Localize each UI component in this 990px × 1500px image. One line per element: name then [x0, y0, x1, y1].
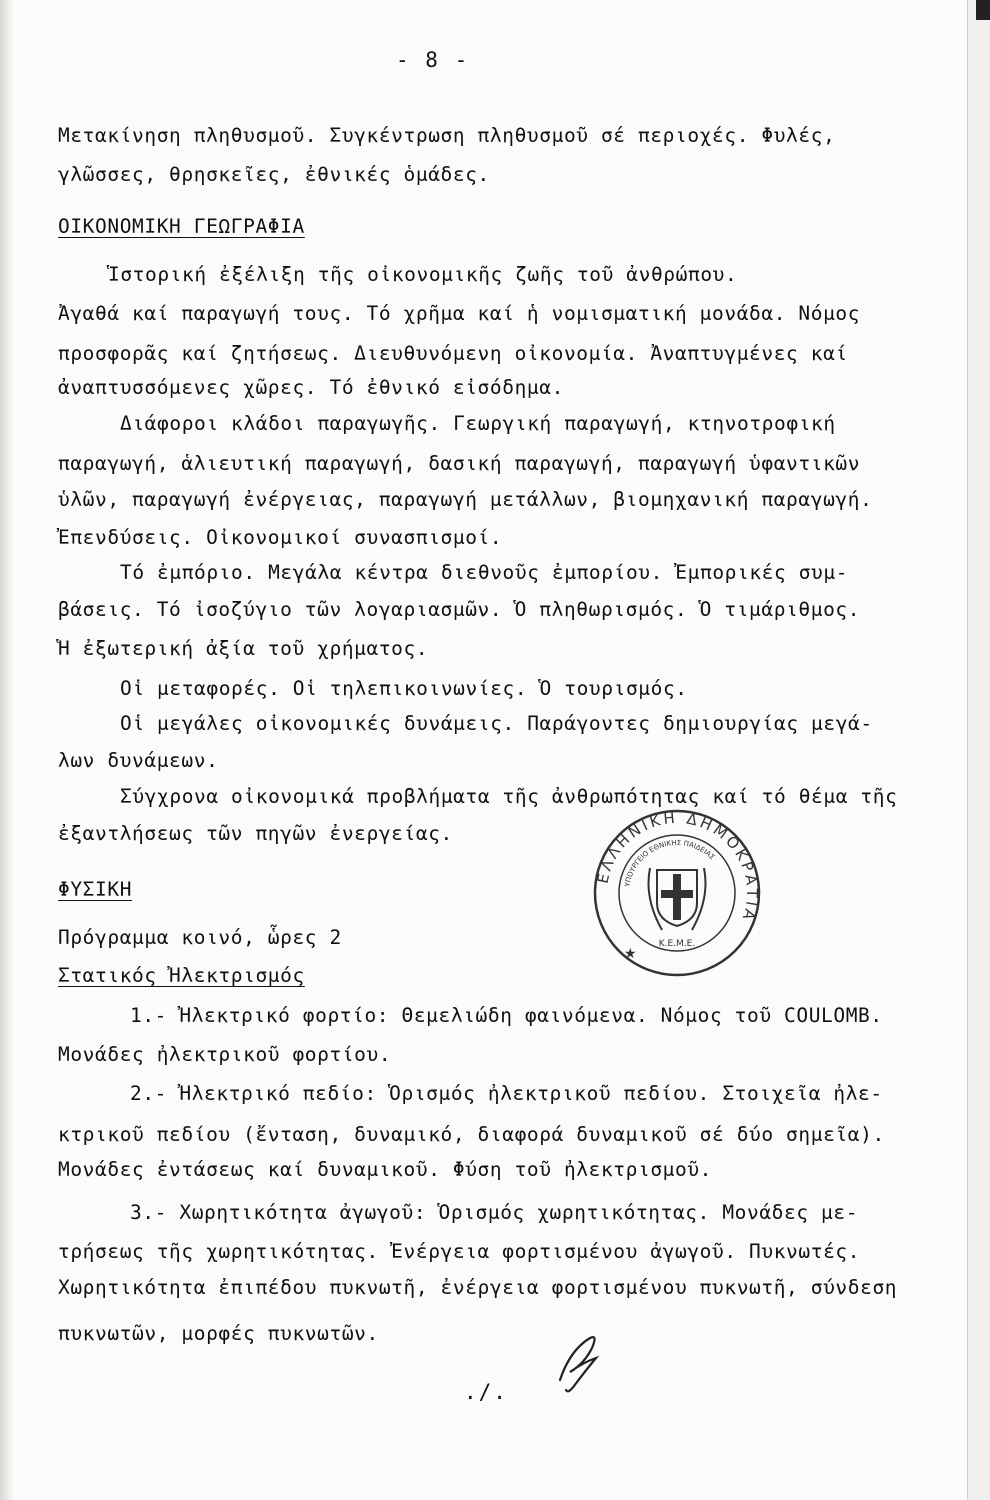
section-heading: ΦΥΣΙΚΗ: [58, 878, 133, 901]
text-line: Μονάδες ἐντάσεως καί δυναμικοῦ. Φύση τοῦ ἠλεκτρισμοῦ.: [58, 1158, 713, 1181]
text-line: πυκνωτῶν, μορφές πυκνωτῶν.: [58, 1322, 379, 1345]
text-line: ἐξαντλήσεως τῶν πηγῶν ἐνεργείας.: [58, 822, 453, 845]
text-line: βάσεις. Τό ἰσοζύγιο τῶν λογαριασμῶν. Ὁ πληθωρισμός. Ὁ τιμάριθμος.: [58, 598, 861, 621]
text-line: ὑλῶν, παραγωγή ἐνέργειας, παραγωγή μετάλλων, βιομηχανική παραγωγή.: [58, 488, 873, 511]
text-line: κτρικοῦ πεδίου (ἔνταση, δυναμικό, διαφορά δυναμικοῦ σέ δύο σημεῖα).: [58, 1123, 885, 1146]
seal-outer-text: ΕΛΛΗΝΙΚΗ ΔΗΜΟΚΡΑΤΙΑ: [593, 808, 762, 925]
text-line: προσφορᾶς καί ζητήσεως. Διευθυνόμενη οἰκονομία. Ἀναπτυγμένες καί: [58, 342, 848, 365]
seal-bottom-text: Κ.Ε.Μ.Ε.: [658, 939, 696, 949]
star-icon: ★: [624, 946, 637, 962]
text-line: τρήσεως τῆς χωρητικότητας. Ἐνέργεια φορτισμένου ἀγωγοῦ. Πυκνωτές.: [58, 1240, 861, 1263]
scan-margin-strip: [967, 0, 990, 1500]
text-line: Πρόγραμμα κοινό, ὧρες 2: [58, 926, 342, 949]
handwritten-signature: [540, 1320, 620, 1400]
text-line: Ἱστορική ἐξέλιξη τῆς οἰκονομικῆς ζωῆς τοῦ ἀνθρώπου.: [108, 263, 738, 286]
scan-corner-mark: [976, 0, 990, 20]
text-line: Οἱ μεγάλες οἰκονομικές δυνάμεις. Παράγοντες δημιουργίας μεγά-: [120, 712, 873, 735]
coat-of-arms-icon: [649, 868, 706, 930]
continuation-mark: ./.: [464, 1380, 508, 1404]
text-line: παραγωγή, ἁλιευτική παραγωγή, δασική παραγωγή, παραγωγή ὑφαντικῶν: [58, 452, 861, 475]
text-line: 2.- Ἠλεκτρικό πεδίο: Ὁρισμός ἠλεκτρικοῦ πεδίου. Στοιχεῖα ἠλε-: [130, 1082, 883, 1105]
text-line: Διάφοροι κλάδοι παραγωγῆς. Γεωργική παραγωγή, κτηνοτροφική: [120, 412, 836, 435]
seal-inner-text: ΥΠΟΥΡΓΕΙΟ ΕΘΝΙΚΗΣ ΠΑΙΔΕΙΑΣ: [623, 838, 717, 888]
text-line: Τό ἐμπόριο. Μεγάλα κέντρα διεθνοῦς ἐμπορίου. Ἐμπορικές συμ-: [120, 561, 849, 584]
text-line: Σύγχρονα οἰκονομικά προβλήματα τῆς ἀνθρωπότητας καί τό θέμα τῆς: [120, 785, 898, 808]
svg-text:ΥΠΟΥΡΓΕΙΟ ΕΘΝΙΚΗΣ ΠΑΙΔΕΙΑΣ: [623, 839, 716, 888]
text-line: 1.- Ἠλεκτρικό φορτίο: Θεμελιώδη φαινόμενα. Νόμος τοῦ COULOMB.: [130, 1004, 883, 1027]
text-line: Ἡ ἐξωτερική ἀξία τοῦ χρήματος.: [58, 637, 429, 660]
text-line: γλῶσσες, θρησκεῖες, ἐθνικές ὁμάδες.: [58, 163, 490, 186]
text-line: Χωρητικότητα ἐπιπέδου πυκνωτῆ, ἐνέργεια φορτισμένου πυκνωτῆ, σύνδεση: [58, 1276, 898, 1299]
section-heading: ΟΙΚΟΝΟΜΙΚΗ ΓΕΩΓΡΑΦΙΑ: [58, 215, 305, 238]
subsection-heading: Στατικός Ἠλεκτρισμός: [58, 964, 305, 987]
page-number: - 8 -: [396, 48, 470, 72]
text-line: Ἀγαθά καί παραγωγή τους. Τό χρῆμα καί ἡ νομισματική μονάδα. Νόμος: [58, 302, 861, 325]
text-line: λων δυνάμεων.: [58, 749, 219, 772]
text-line: Οἱ μεταφορές. Οἱ τηλεπικοινωνίες. Ὁ τουρισμός.: [120, 677, 688, 700]
official-seal-stamp: [592, 808, 762, 978]
text-line: ἀναπτυσσόμενες χῶρες. Τό ἐθνικό εἰσόδημα.: [58, 376, 564, 399]
text-line: Μονάδες ἠλεκτρικοῦ φορτίου.: [58, 1043, 392, 1066]
text-line: 3.- Χωρητικότητα ἀγωγοῦ: Ὁρισμός χωρητικότητας. Μονάδες με-: [130, 1201, 859, 1224]
page-edge-shadow: [0, 0, 14, 1500]
text-line: Ἐπενδύσεις. Οἰκονομικοί συνασπισμοί.: [58, 526, 503, 549]
text-line: Μετακίνηση πληθυσμοῦ. Συγκέντρωση πληθυσμοῦ σέ περιοχές. Φυλές,: [58, 124, 836, 147]
